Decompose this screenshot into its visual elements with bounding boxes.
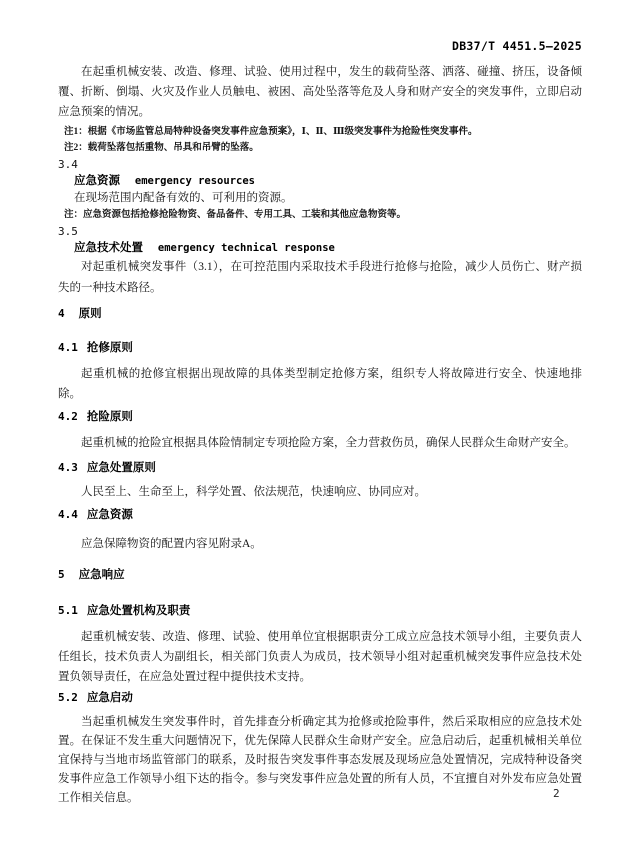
section-number: 4 bbox=[58, 307, 65, 320]
body-paragraph: 当起重机械发生突发事件时，首先排查分析确定其为抢修或抢险事件，然后采取相应的应急技术处置。在保证不发生重大问题情况下，优先保障人民群众生命财产安全。应急启动后，起重机械相关单位宜保持与当地市场监管部门的联系，及时报告突发事件事态发展及现场应急处置情况，完成特种设备突发事件应急工作领导小组下达的指令。参与突发事件应急处置的所有人员，不宜擅自对外发布应急处置工作相关信息。 bbox=[58, 716, 582, 804]
subsection-heading bbox=[58, 459, 582, 477]
subsection-title: 应急资源 bbox=[86, 509, 133, 521]
subsection-title: 应急处置机构及职责 bbox=[86, 605, 191, 617]
subsection-number: 4.2 bbox=[58, 410, 78, 423]
term-line bbox=[58, 173, 582, 190]
subsection-number: 4.4 bbox=[58, 508, 78, 521]
intro-notes bbox=[58, 124, 582, 156]
note: 注1：根据《市场监管总局特种设备突发事件应急预案》，Ⅰ、Ⅱ、Ⅲ级突发事件为抢险性突发事件。 bbox=[64, 127, 478, 137]
term-name: 应急技术处置 bbox=[74, 242, 143, 254]
note: 注2：载荷坠落包括重物、吊具和吊臂的坠落。 bbox=[64, 143, 259, 153]
body-paragraph: 起重机械安装、改造、修理、试验、使用单位宜根据职责分工成立应急技术领导小组，主要负责人任组长，技术负责人为副组长，相关部门负责人为成员，技术领导小组对起重机械突发事件应急技术处置负领导责任，在应急处置过程中提供技术支持。 bbox=[58, 631, 582, 683]
body-paragraph: 人民至上、生命至上，科学处置、依法规范，快速响应、协同应对。 bbox=[81, 486, 426, 498]
subsection-number: 5.1 bbox=[58, 604, 78, 617]
term-definition: 对起重机械突发事件（3.1），在可控范围内采取技术手段进行抢修与抢险，减少人员伤亡、财产损失的一种技术路径。 bbox=[58, 261, 582, 294]
subsection-number: 5.2 bbox=[58, 691, 78, 704]
term-line bbox=[58, 240, 582, 257]
subsection-heading bbox=[58, 339, 582, 357]
subsection-number: 4.3 bbox=[58, 461, 78, 474]
page-content bbox=[58, 0, 582, 808]
subsection-heading bbox=[58, 689, 582, 707]
term-entry bbox=[58, 223, 582, 299]
term-note: 注：应急资源包括抢修抢险物资、备品备件、专用工具、工装和其他应急物资等。 bbox=[64, 210, 407, 220]
body-paragraph: 起重机械的抢修宜根据出现故障的具体类型制定抢修方案，组织专人将故障进行安全、快速地排除。 bbox=[58, 368, 582, 400]
section-heading bbox=[58, 566, 582, 584]
subsection-title: 应急处置原则 bbox=[86, 462, 156, 474]
subsection-heading bbox=[58, 506, 582, 524]
term-definition: 在现场范围内配备有效的、可利用的资源。 bbox=[74, 192, 293, 204]
term-english: emergency technical response bbox=[157, 242, 335, 254]
clause-number: 3.4 bbox=[58, 158, 78, 171]
page-number: 2 bbox=[553, 787, 560, 800]
subsection-title: 抢修原则 bbox=[86, 342, 133, 354]
subsection-title: 应急启动 bbox=[86, 692, 133, 704]
standard-number-header: DB37/T 4451.5—2025 bbox=[451, 39, 582, 53]
subsection-number: 4.1 bbox=[58, 341, 78, 354]
section-heading bbox=[58, 305, 582, 323]
subsection-title: 抢险原则 bbox=[86, 411, 133, 423]
term-entry bbox=[58, 156, 582, 223]
section-title: 应急响应 bbox=[78, 569, 125, 581]
clause-number: 3.5 bbox=[58, 225, 78, 238]
section-number: 5 bbox=[58, 568, 65, 581]
body-paragraph: 起重机械的抢险宜根据具体险情制定专项抢险方案，全力营救伤员，确保人民群众生命财产安全。 bbox=[81, 437, 576, 449]
section-title: 原则 bbox=[78, 308, 102, 320]
term-name: 应急资源 bbox=[74, 175, 120, 187]
term-english: emergency resources bbox=[134, 175, 255, 187]
intro-paragraph: 在起重机械安装、改造、修理、试验、使用过程中，发生的载荷坠落、洒落、碰撞、挤压，设备倾覆、折断、倒塌、火灾及作业人员触电、被困、高处坠落等危及人身和财产安全的突发事件，立即启动应急预案的情况。 bbox=[58, 66, 582, 118]
subsection-heading bbox=[58, 602, 582, 620]
subsection-heading bbox=[58, 408, 582, 426]
body-paragraph: 应急保障物资的配置内容见附录A。 bbox=[81, 538, 262, 550]
